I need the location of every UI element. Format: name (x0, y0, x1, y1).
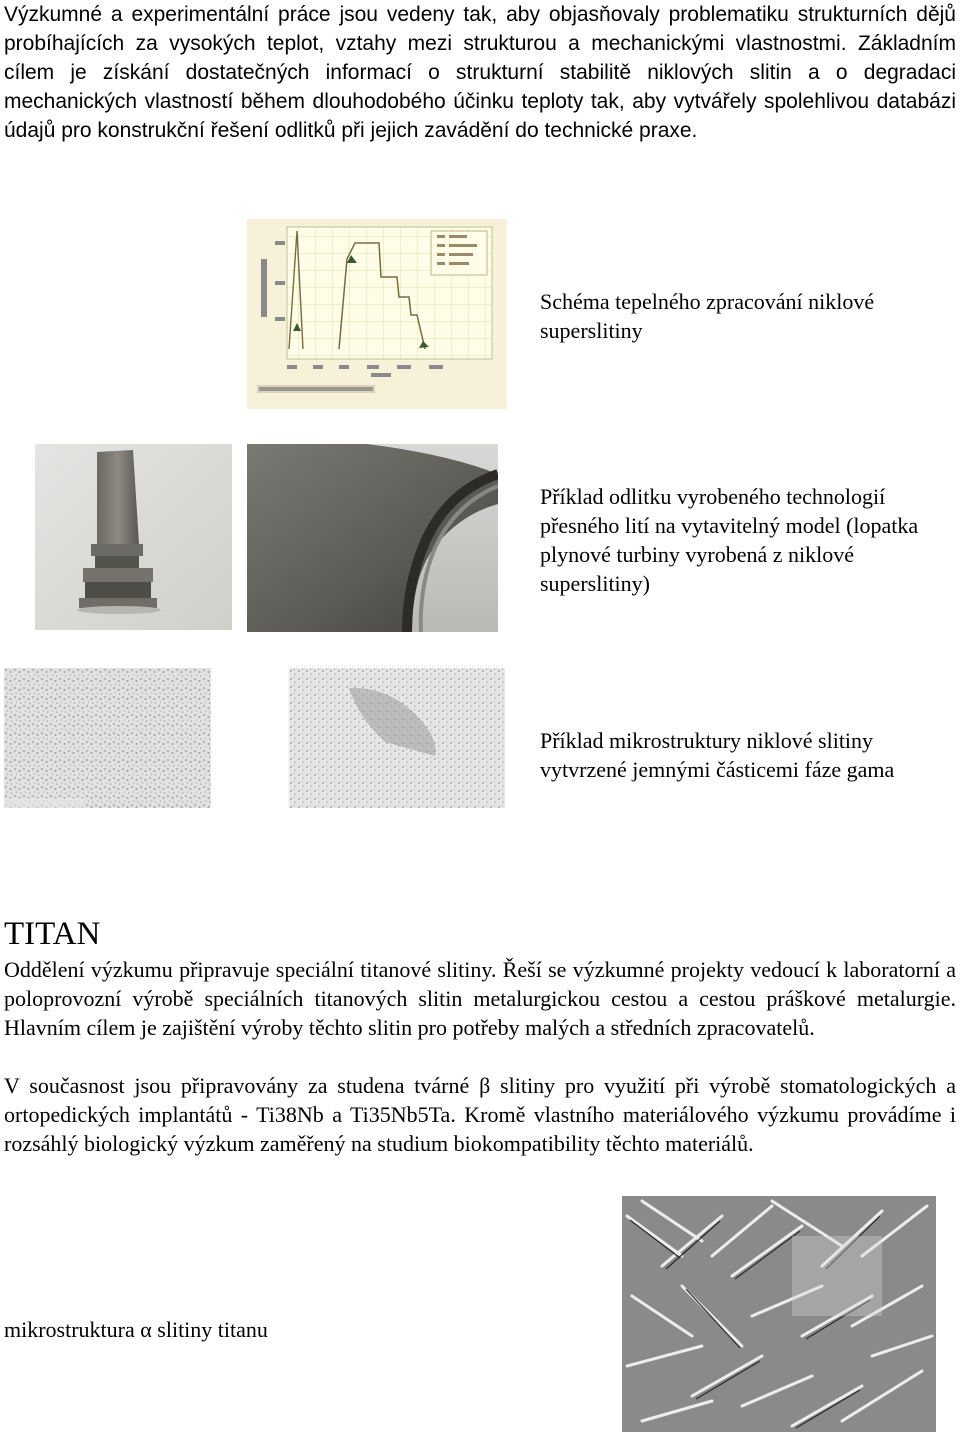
casting-caption: Příklad odlitku vyrobeného technologií přesného lití na vytavitelný model (lopatka plynové turbiny vyrobená z niklové superslitiny) (540, 484, 919, 596)
titan-paragraph-2: V současnost jsou připravovány za studena tvárné β slitiny pro využití při výrobě stomatologických a ortopedických implantátů - Ti38Nb a Ti35Nb5Ta. Kromě vlastního materiálového výzkumu provádíme i rozsáhlý biologický výzkum zaměřený na studium biokompatibility těchto materiálů. (4, 1073, 956, 1156)
turbine-blade-closeup-photo (247, 444, 498, 632)
heat-treatment-diagram (247, 219, 507, 409)
titanium-microstructure-caption: mikrostruktura α slitiny titanu (4, 1317, 268, 1342)
intro-paragraph: Výzkumné a experimentální práce jsou vedeny tak, aby objasňovaly problematiku strukturních dějů probíhajících za vysokých teplot, vztahy mezi strukturou a mechanickými vlastnostmi. Základním cílem je získání dostatečných informací o strukturní stabilitě niklových slitin a o degradaci mechanických vlastností během dlouhodobého účinku teploty tak, aby vytvářely spolehlivou databázi údajů pro konstrukční řešení odlitků při jejich zavádění do technické praxe. (4, 3, 956, 142)
titan-heading: TITAN (4, 916, 101, 952)
turbine-blade-photo (35, 444, 232, 630)
titan-paragraph-1: Oddělení výzkumu připravuje speciální titanové slitiny. Řeší se výzkumné projekty vedoucí k laboratorní a poloprovozní výrobě speciálních titanových slitin metalurgickou cestou a cestou práškové metalurgie. Hlavním cílem je zajištění výroby těchto slitin pro potřeby malých a středních zpracovatelů. (4, 957, 956, 1040)
nickel-microstructure-caption: Příklad mikrostruktury niklové slitiny vytvrzené jemnými částicemi fáze gama (540, 728, 895, 782)
nickel-microstructure-photo-1 (4, 668, 211, 808)
titanium-microstructure-photo (622, 1196, 936, 1432)
nickel-microstructure-photo-2 (289, 668, 505, 808)
heat-treatment-caption: Schéma tepelného zpracování niklové superslitiny (540, 289, 875, 343)
